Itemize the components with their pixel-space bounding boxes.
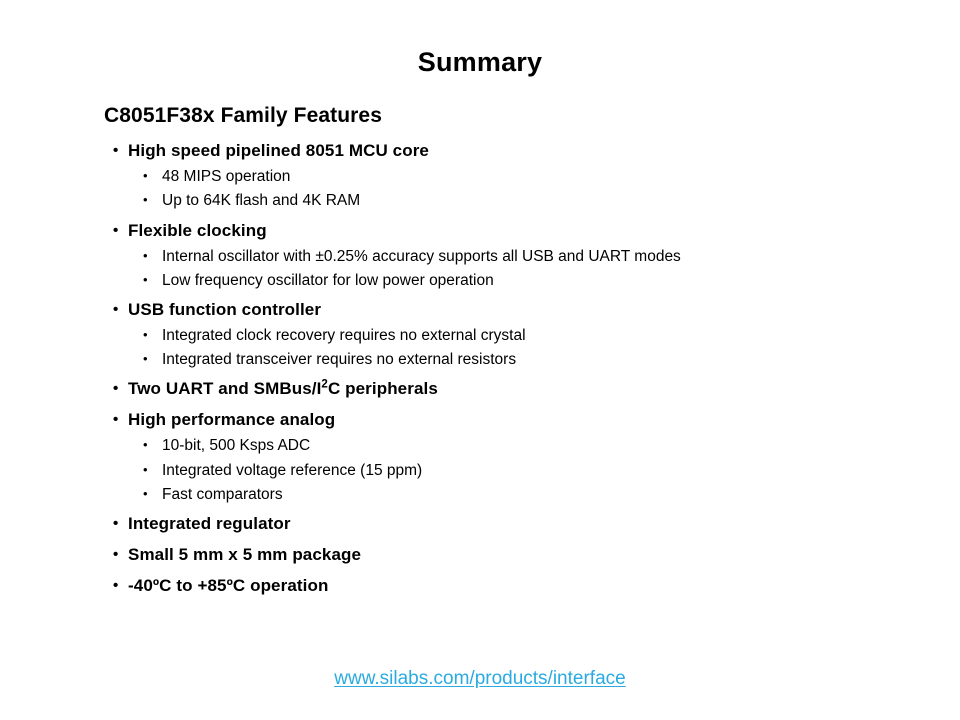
feature-bullet-label: High performance analog <box>128 410 336 430</box>
feature-bullet-label: Flexible clocking <box>128 220 267 240</box>
feature-bullet-row <box>104 296 864 324</box>
feature-bullet-row <box>104 406 864 434</box>
feature-sub-bullet-list <box>104 165 864 213</box>
silabs-products-link[interactable]: www.silabs.com/products/interface <box>334 668 626 689</box>
feature-sub-bullet <box>104 245 864 269</box>
feature-bullet <box>104 217 864 293</box>
feature-sub-bullet-label: Integrated clock recovery requires no external crystal <box>162 326 526 344</box>
bullet-marker-icon: • <box>113 577 119 595</box>
feature-bullet-label: USB function controller <box>128 299 322 319</box>
feature-bullet <box>104 137 864 213</box>
feature-bullet-row <box>104 541 864 569</box>
feature-sub-bullet <box>104 459 864 483</box>
feature-bullet-row <box>104 375 864 403</box>
feature-bullet <box>104 541 864 569</box>
footer <box>0 668 960 690</box>
feature-bullet-label: High speed pipelined 8051 MCU core <box>128 141 429 161</box>
sub-bullet-marker-icon: • <box>143 351 148 367</box>
feature-sub-bullet-list <box>104 245 864 293</box>
sub-bullet-marker-icon: • <box>143 168 148 184</box>
feature-sub-bullet <box>104 434 864 458</box>
bullet-marker-icon: • <box>113 411 119 429</box>
feature-sub-bullet-label: 48 MIPS operation <box>162 168 291 186</box>
sub-bullet-marker-icon: • <box>143 192 148 208</box>
feature-bullet-row <box>104 217 864 245</box>
feature-sub-bullet-label: Low frequency oscillator for low power operation <box>162 271 494 289</box>
feature-sub-bullet-label: Internal oscillator with ±0.25% accuracy supports all USB and UART modes <box>162 247 681 265</box>
bullet-marker-icon: • <box>113 545 119 563</box>
feature-bullet <box>104 572 864 600</box>
bullet-marker-icon: • <box>113 300 119 318</box>
feature-sub-bullet-list <box>104 324 864 372</box>
bullet-marker-icon: • <box>113 514 119 532</box>
feature-bullet-label <box>128 378 864 400</box>
feature-sub-bullet <box>104 348 864 372</box>
feature-bullet-superscript: 2 <box>321 378 328 391</box>
sub-bullet-marker-icon: • <box>143 461 148 477</box>
bullet-marker-icon: • <box>113 380 119 398</box>
feature-sub-bullet <box>104 165 864 189</box>
feature-sub-bullet-label: Integrated transceiver requires no external resistors <box>162 351 517 369</box>
feature-sub-bullet <box>104 269 864 293</box>
slide-body <box>104 104 864 603</box>
feature-sub-bullet-list <box>104 434 864 506</box>
sub-bullet-marker-icon: • <box>143 326 148 342</box>
bullet-marker-icon: • <box>113 221 119 239</box>
sub-bullet-marker-icon: • <box>143 437 148 453</box>
feature-bullet <box>104 296 864 372</box>
feature-sub-bullet <box>104 189 864 213</box>
feature-bullet-text-suffix: C peripherals <box>327 379 438 399</box>
feature-sub-bullet-label: Up to 64K flash and 4K RAM <box>162 192 361 210</box>
page-title: Summary <box>417 47 543 77</box>
feature-bullet <box>104 375 864 403</box>
sub-bullet-marker-icon: • <box>143 247 148 263</box>
feature-sub-bullet <box>104 324 864 348</box>
feature-bullet-row <box>104 137 864 165</box>
sub-bullet-marker-icon: • <box>143 485 148 501</box>
feature-bullet-text-prefix: Two UART and SMBus/I <box>128 379 322 399</box>
feature-bullet <box>104 406 864 507</box>
section-heading: C8051F38x Family Features <box>104 104 382 127</box>
feature-bullet-label: Small 5 mm x 5 mm package <box>128 544 362 564</box>
feature-bullet-row <box>104 510 864 538</box>
feature-bullet-row <box>104 572 864 600</box>
feature-bullet-list <box>104 137 864 600</box>
feature-bullet-label: Integrated regulator <box>128 513 291 533</box>
feature-bullet-label: -40ºC to +85ºC operation <box>128 576 329 596</box>
bullet-marker-icon: • <box>113 142 119 160</box>
feature-sub-bullet-label: Integrated voltage reference (15 ppm) <box>162 461 423 479</box>
sub-bullet-marker-icon: • <box>143 271 148 287</box>
feature-sub-bullet-label: Fast comparators <box>162 485 283 503</box>
feature-sub-bullet-label: 10-bit, 500 Ksps ADC <box>162 437 311 455</box>
feature-bullet <box>104 510 864 538</box>
feature-sub-bullet <box>104 483 864 507</box>
